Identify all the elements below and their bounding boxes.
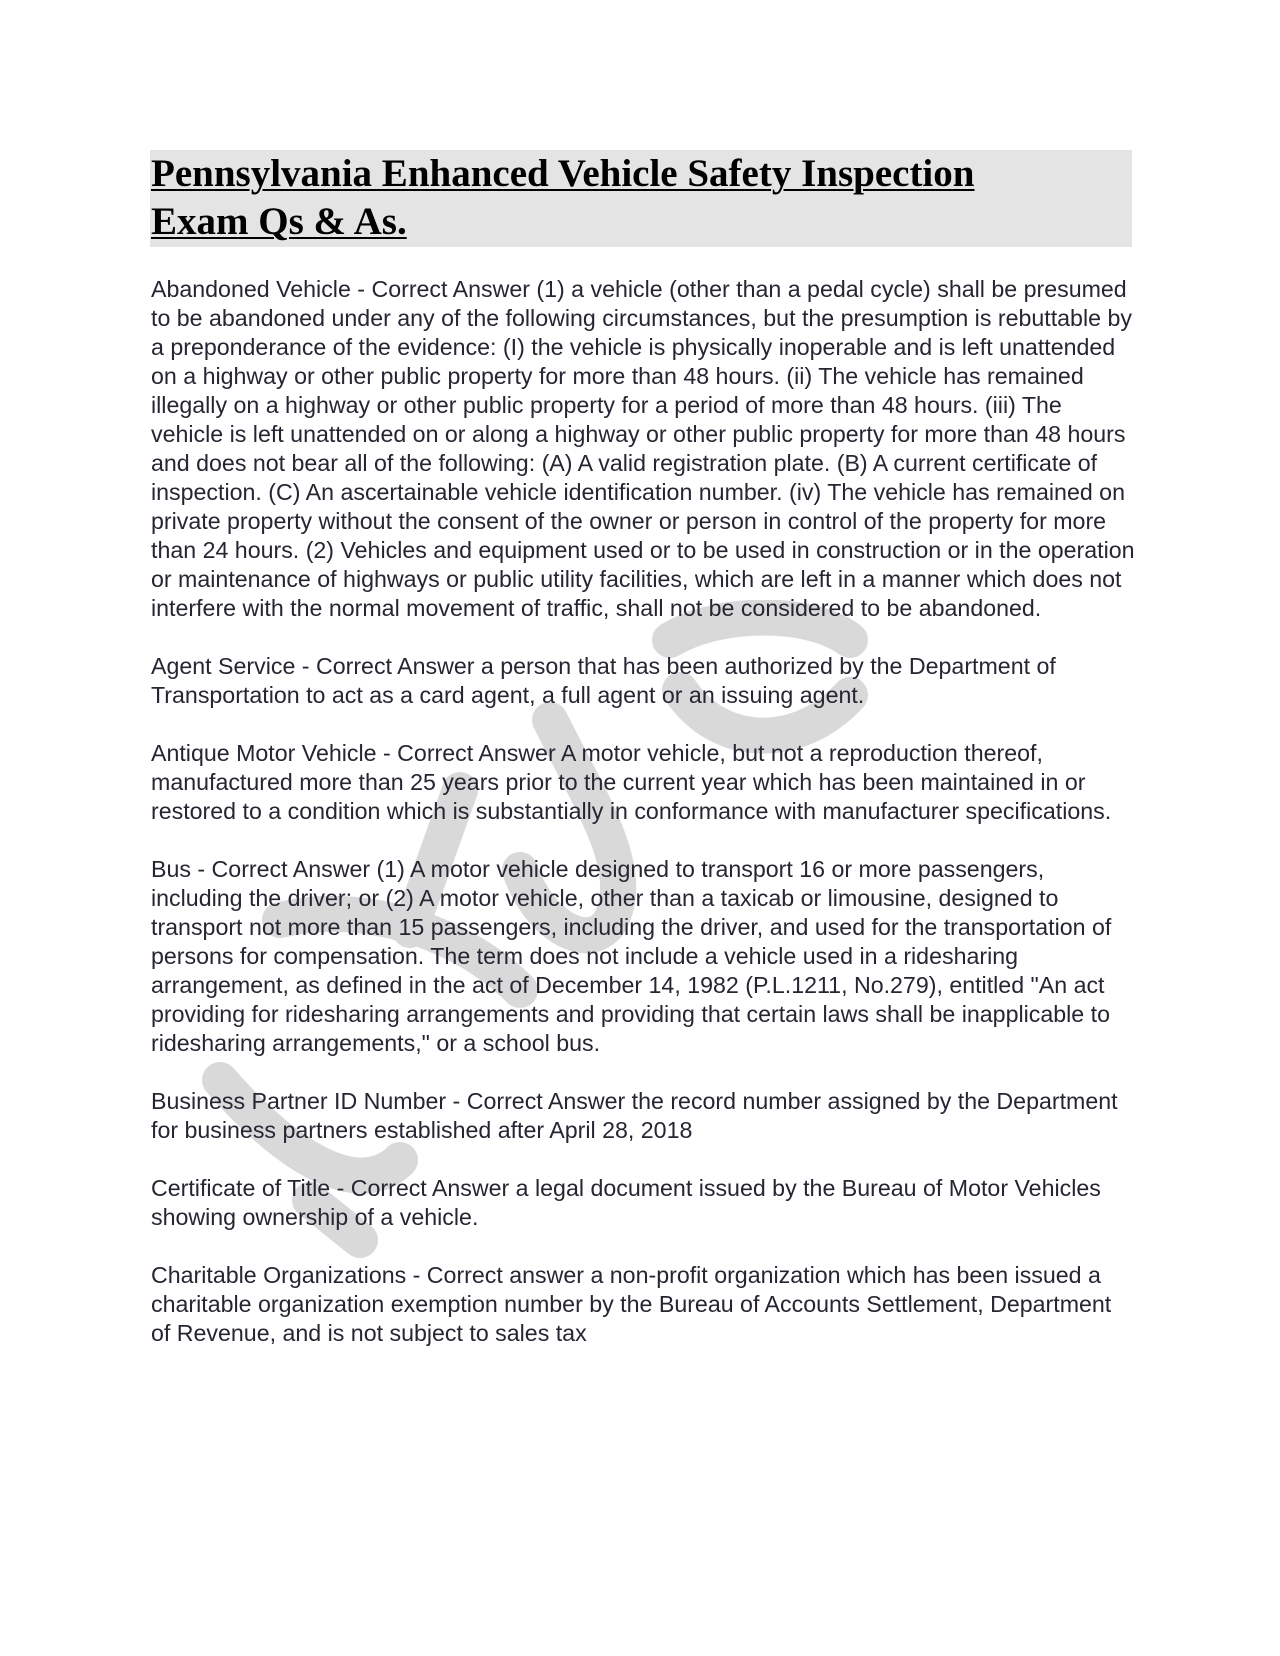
title-line-1: Pennsylvania Enhanced Vehicle Safety Inspection <box>151 152 975 195</box>
entry-business-partner-id: Business Partner ID Number - Correct Answer the record number assigned by the Department for business partners established after April 28, 2018 <box>151 1088 1118 1143</box>
title-banner <box>150 150 1132 247</box>
entry-charitable-organizations: Charitable Organizations - Correct answer a non-profit organization which has been issued a charitable organization exemption number by the Bureau of Accounts Settlement, Department of Revenue, and is not subject to sales tax <box>151 1262 1112 1346</box>
entry-certificate-of-title: Certificate of Title - Correct Answer a legal document issued by the Bureau of Motor Vehicles showing ownership of a vehicle. <box>151 1175 1101 1230</box>
title-line-2: Exam Qs & As. <box>151 200 407 243</box>
qa-entries <box>151 275 1136 1377</box>
entry-antique-motor-vehicle: Antique Motor Vehicle - Correct Answer A motor vehicle, but not a reproduction thereof, manufactured more than 25 years prior to the current year which has been maintained in or restored to a condition which is substantially in conformance with manufacturer specifications. <box>151 740 1112 824</box>
document-title <box>150 150 1132 246</box>
entry-bus: Bus - Correct Answer (1) A motor vehicle designed to transport 16 or more passengers, including the driver; or (2) A motor vehicle, other than a taxicab or limousine, designed to transport not more than 15 passengers, including the driver, and used for the transportation of persons for compensation. The term does not include a vehicle used in a ridesharing arrangement, as defined in the act of December 14, 1982 (P.L.1211, No.279), entitled "An act providing for ridesharing arrangements and providing that certain laws shall be inapplicable to ridesharing arrangements," or a school bus. <box>151 856 1112 1056</box>
entry-agent-service: Agent Service - Correct Answer a person that has been authorized by the Department of Transportation to act as a card agent, a full agent or an issuing agent. <box>151 653 1056 708</box>
entry-abandoned-vehicle: Abandoned Vehicle - Correct Answer (1) a vehicle (other than a pedal cycle) shall be presumed to be abandoned under any of the following circumstances, but the presumption is rebuttable by a preponderance of the evidence: (I) the vehicle is physically inoperable and is left unattended on a highway or other public property for more than 48 hours. (ii) The vehicle has remained illegally on a highway or other public property for a period of more than 48 hours. (iii) The vehicle is left unattended on or along a highway or other public property for more than 48 hours and does not bear all of the following: (A) A valid registration plate. (B) A current certificate of inspection. (C) An ascertainable vehicle identification number. (iv) The vehicle has remained on private property without the consent of the owner or person in control of the property for more than 24 hours. (2) Vehicles and equipment used or to be used in construction or in the operation or maintenance of highways or public utility facilities, which are left in a manner which does not interfere with the normal movement of traffic, shall not be considered to be abandoned. <box>151 276 1135 621</box>
